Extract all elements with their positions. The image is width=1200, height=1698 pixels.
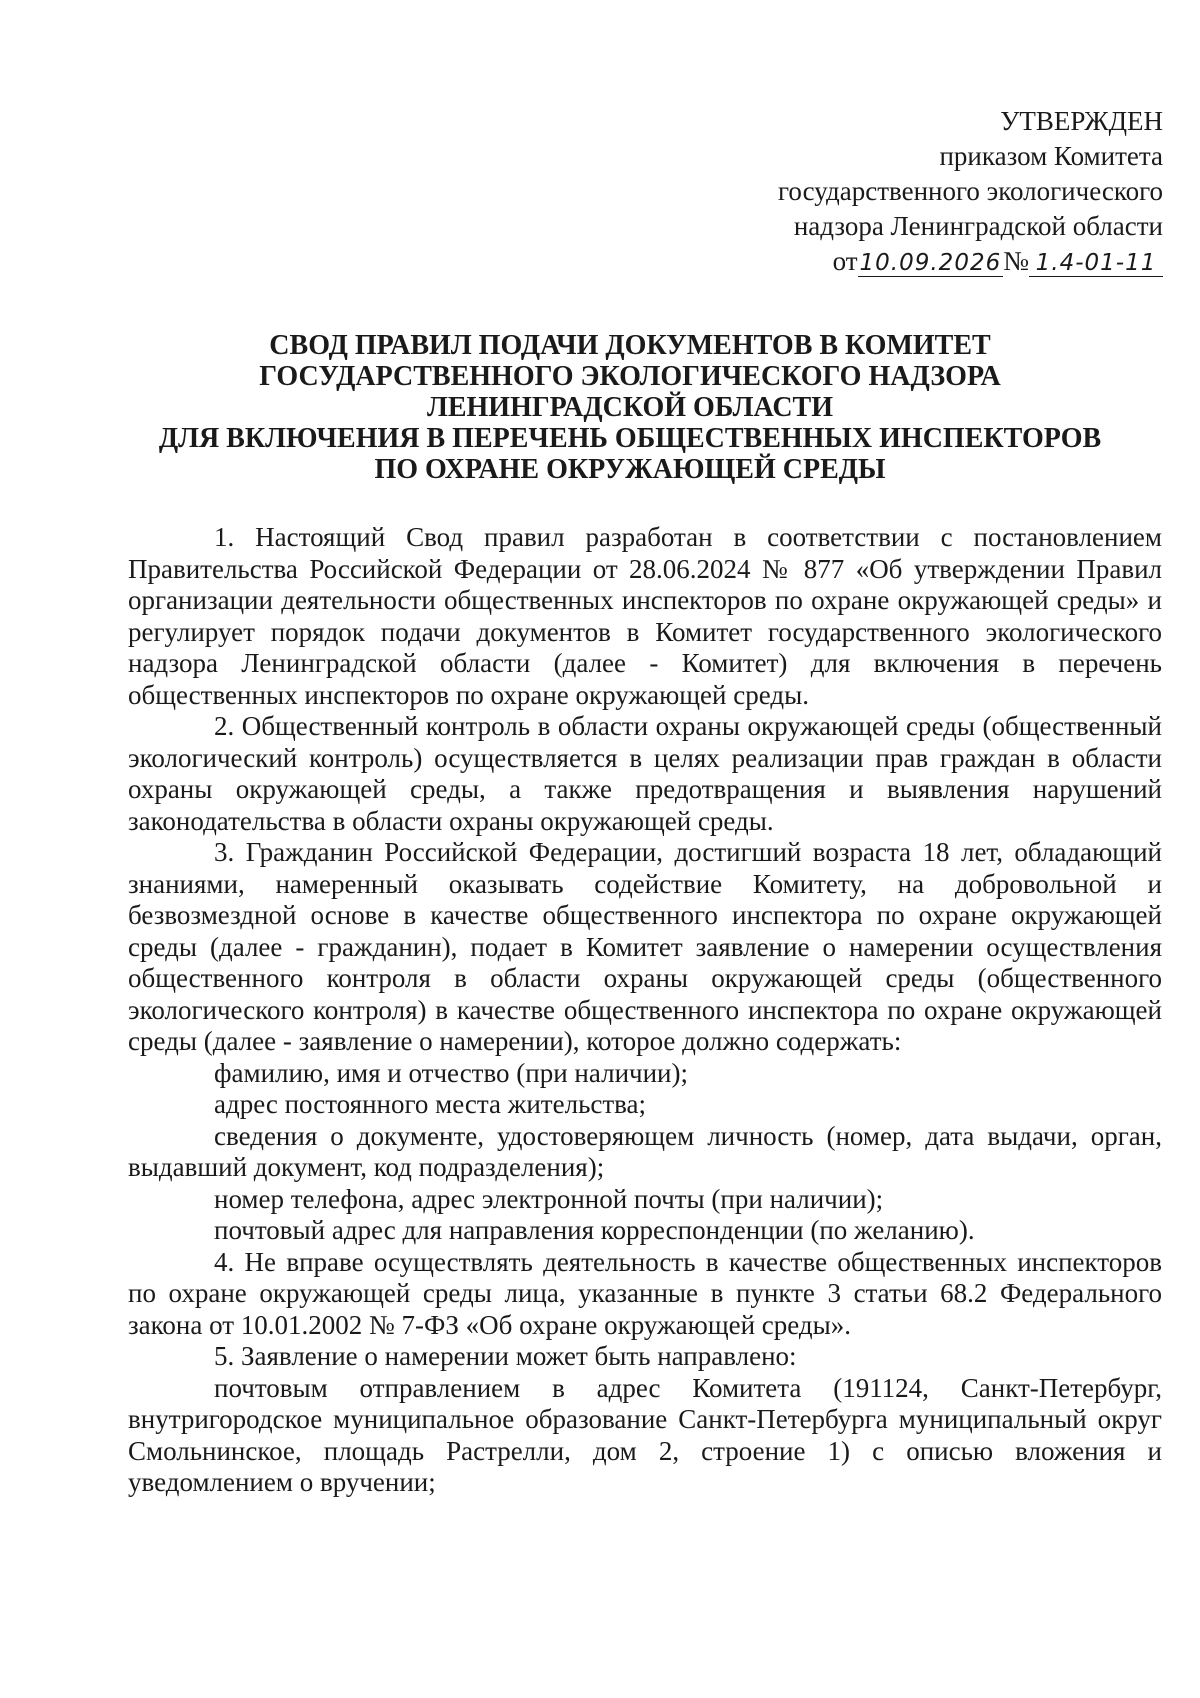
list-item: адрес постоянного места жительства; xyxy=(214,1089,647,1119)
paragraph-1: 1. Настоящий Свод правил разработан в соответствии с постановлением Правительства Российской Федерации от 28.06.2024 № 877 «Об утверждении Правил организации деятельности общественных инспекторов по охране окружающей среды» и регулирует порядок подачи документов в Комитет государственного экологического надзора Ленинградской области (далее - Комитет) для включения в перечень общественных инспекторов по охране окружающей среды. xyxy=(128,522,1162,710)
number-label: № xyxy=(1003,246,1029,276)
approval-heading: УТВЕРЖДЕН xyxy=(1000,106,1163,136)
list-item: почтовым отправлением в адрес Комитета (191124, Санкт-Петербург, внутригородское муниципальное образование Санкт-Петербурга муниципальный округ Смольнинское, площадь Растрелли, дом 2, строение 1) с описью вложения и уведомлением о вручении; xyxy=(128,1372,1162,1497)
approval-block xyxy=(603,104,1163,279)
title-line: ЛЕНИНГРАДСКОЙ ОБЛАСТИ xyxy=(426,392,834,423)
title-line: ПО ОХРАНЕ ОКРУЖАЮЩЕЙ СРЕДЫ xyxy=(374,454,886,485)
list-item: номер телефона, адрес электронной почты (при наличии); xyxy=(214,1183,884,1214)
title-line: ГОСУДАРСТВЕННОГО ЭКОЛОГИЧЕСКОГО НАДЗОРА xyxy=(259,361,1001,392)
title-line: ДЛЯ ВКЛЮЧЕНИЯ В ПЕРЕЧЕНЬ ОБЩЕСТВЕННЫХ ИНСПЕКТОРОВ xyxy=(158,423,1102,454)
handwritten-number: 1.4-01-11 xyxy=(1029,250,1163,277)
list-item: почтовый адрес для направления корреспонденции (по желанию). xyxy=(214,1215,975,1245)
approval-date-line xyxy=(603,244,1163,279)
approval-line: приказом Комитета xyxy=(939,141,1163,171)
paragraph-5: 5. Заявление о намерении может быть направлено: xyxy=(214,1341,797,1371)
handwritten-date: 10.09.2026 xyxy=(859,250,1002,276)
list-item: сведения о документе, удостоверяющем личность (номер, дата выдачи, орган, выдавший документ, код подразделения); xyxy=(128,1120,1162,1182)
paragraph-3: 3. Гражданин Российской Федерации, достигший возраста 18 лет, обладающий знаниями, намеренный оказывать содействие Комитету, на добровольной и безвозмездной основе в качестве общественного инспектора по охране окружающей среды (далее - гражданин), подает в Комитет заявление о намерении осуществления общественного контроля в области охраны окружающей среды (общественного экологического контроля) в качестве общественного инспектора по охране окружающей среды (далее - заявление о намерении), которое должно содержать: xyxy=(128,837,1162,1056)
approval-line: надзора Ленинградской области xyxy=(793,211,1163,241)
document-body xyxy=(128,522,1162,1499)
from-label: от xyxy=(832,246,858,276)
approval-line: государственного экологического xyxy=(778,176,1163,206)
list-item: фамилию, имя и отчество (при наличии); xyxy=(214,1057,688,1088)
paragraph-4: 4. Не вправе осуществлять деятельность в качестве общественных инспекторов по охране окружающей среды лица, указанные в пункте 3 статьи 68.2 Федерального закона от 10.01.2002 № 7-ФЗ «Об охране окружающей среды». xyxy=(128,1246,1162,1340)
title-line: СВОД ПРАВИЛ ПОДАЧИ ДОКУМЕНТОВ В КОМИТЕТ xyxy=(269,330,991,361)
document-title xyxy=(130,330,1130,485)
paragraph-2: 2. Общественный контроль в области охраны окружающей среды (общественный экологический контроль) осуществляется в целях реализации прав граждан в области охраны окружающей среды, а также предотвращения и выявления нарушений законодательства в области охраны окружающей среды. xyxy=(128,711,1162,836)
